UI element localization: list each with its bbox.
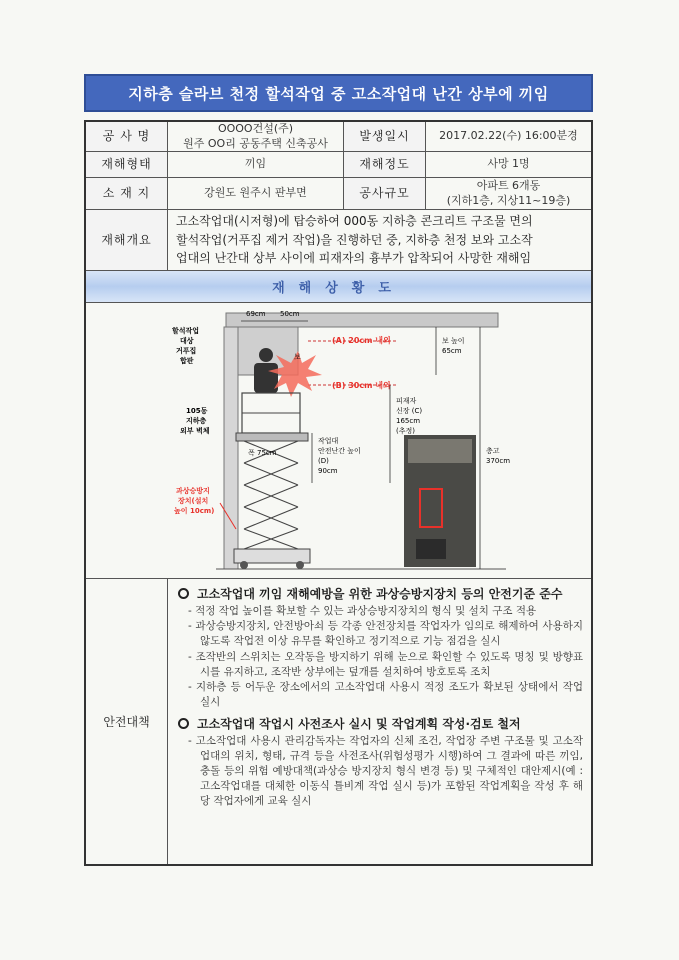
project-site: 원주 OO리 공동주택 신축공사 [183,136,328,150]
label-rail: 90cm [318,467,338,475]
safety-item: - 적정 작업 높이를 확보할 수 있는 과상승방지장치의 형식 및 설치 구조 적용 [188,605,537,617]
label-a: (A) 20cm 내외 [332,336,391,345]
wheel [296,561,304,569]
circle-bullet-icon [178,588,189,599]
label-device: 높이 10cm) [174,507,215,515]
label-wall: 지하층 [186,417,207,425]
safety-item: - 과상승방지장치, 안전방아쇠 등 각종 안전장치를 작업자가 임의로 해제하여 사용하지 않도록 작업전 이상 유무를 확인하고 정기적으로 기능 점검을 실시 [188,620,583,648]
safety-item: - 고소작업대 사용시 관리감독자는 작업자의 신체 조건, 작업장 주변 구조물 및 고소작업대의 위치, 형태, 규격 등을 사전조사(위험성평가 시행)하여 그 결과에 따른 끼임, 충돌 등의 위험 예방대책(과상승 방지장치 형식 변경 등) 및 구체적인 대안제시(예 : 고소작업대를 대체한 이동식 틀비계 작업 실시 등)가 포함된 작업계획을 작성 후 해당 작업자에게 교육 실시 [188,734,583,808]
label-victim: 피재자 [396,397,417,405]
label-device: 과상승방지 [176,487,210,495]
label-location: 소 재 지 [86,178,168,210]
label-beam: 보 높이 [442,337,465,345]
scissor-arms [244,441,298,549]
occurred-value: 2017.02.22(수) 16:00분경 [426,122,591,152]
label-type: 재해형태 [86,152,168,178]
safety-section-1-title [178,585,583,602]
scale-floors: (지하1층, 지상11~19층) [446,193,571,207]
photo-ceiling [408,439,472,463]
label-overview: 재해개요 [86,210,168,271]
platform-deck [236,433,308,441]
accident-situation-figure [86,303,591,579]
location-value: 강원도 원주시 판부면 [168,178,344,210]
basement-wall [224,327,238,569]
overview-line: 업대의 난간대 상부 사이에 피재자의 흉부가 압착되어 사망한 재해임 [176,251,532,266]
label-victim: 신장 (C) [396,407,423,415]
project-name-cell [168,122,344,152]
dim-69-label: 69cm [246,310,266,318]
label-victim: 165cm [396,417,421,425]
scale-cell [426,178,591,210]
overview-text [168,210,591,271]
safety-section-2-title [178,715,583,732]
label-victim: (추정) [396,427,415,435]
lift-base [234,549,310,563]
safety-section-1-heading: 고소작업대 끼임 재해예방을 위한 과상승방지장치 등의 안전기준 준수 [197,587,563,601]
photo-lift-base [416,539,446,559]
safety-item: - 지하층 등 어두운 장소에서의 고소작업대 사용시 적정 조도가 확보된 상태에서 작업 실시 [188,681,583,709]
label-rail: (D) [318,457,329,465]
label-target: 거푸집 [176,347,197,355]
label-beam: 65cm [442,347,462,355]
label-safety: 안전대책 [86,579,168,864]
label-target: 합판 [180,357,194,365]
label-width: 폭 75cm [248,449,277,457]
label-rail: 안전난간 높이 [318,447,361,455]
situation-diagram [86,303,591,579]
project-company: OOOO건설(주) [217,121,294,135]
accident-report-table [84,120,593,866]
label-b: (B) 30cm 내외 [332,381,391,390]
overview-line: 할석작업(거푸집 제거 작업)을 진행하던 중, 지하층 천정 보와 고소작 [176,232,533,247]
overview-line: 고소작업대(시저형)에 탑승하여 000동 지하층 콘크리트 구조물 면의 [176,214,533,229]
label-target: 할석작업 [172,327,200,335]
dim-50-label: 50cm [280,310,300,318]
label-target: 대상 [180,337,194,345]
label-ceiling: 370cm [486,457,511,465]
label-severity: 재해정도 [344,152,426,178]
ceiling-slab [226,313,498,327]
type-value: 끼임 [168,152,344,178]
document-title: 지하층 슬라브 천정 할석작업 중 고소작업대 난간 상부에 끼임 [84,74,593,112]
label-bo: 보 [294,353,301,361]
label-device: 장치(설치 [178,497,209,505]
label-scale: 공사규모 [344,178,426,210]
safety-item: - 조작반의 스위치는 오작동을 방지하기 위해 눈으로 확인할 수 있도록 명칭 및 방향표시를 유지하고, 조작반 상부에는 덮개를 설치하여 방호토록 조치 [188,650,583,678]
label-project: 공 사 명 [86,122,168,152]
label-wall: 105동 [186,407,208,415]
label-occurred: 발생일시 [344,122,426,152]
label-rail: 작업대 [318,437,339,445]
label-ceiling: 층고 [486,447,500,455]
circle-bullet-icon [178,718,189,729]
safety-section-2-heading: 고소작업대 작업시 사전조사 실시 및 작업계획 작성·검토 철저 [197,716,521,731]
scale-buildings: 아파트 6개동 [476,178,541,192]
wheel [240,561,248,569]
severity-value: 사망 1명 [426,152,591,178]
worker-head [259,348,273,362]
label-wall: 외부 벽체 [180,427,210,435]
situation-banner: 재해상황도 [86,271,591,303]
safety-measures [168,579,591,864]
